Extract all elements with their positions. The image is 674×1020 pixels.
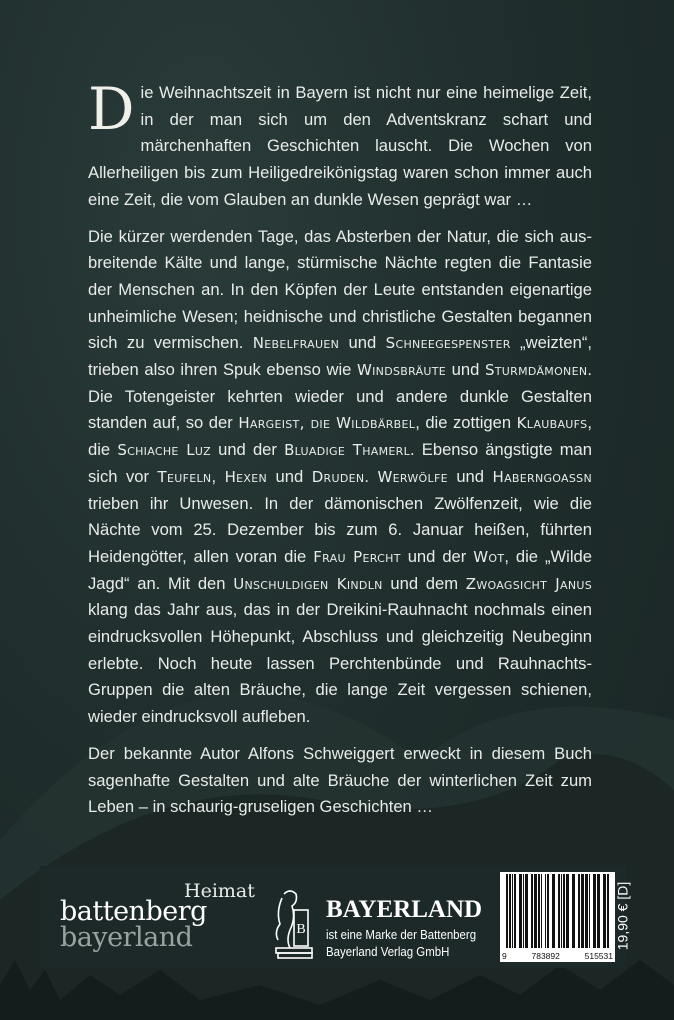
barcode-bar [531, 874, 533, 948]
text-run: trieben ihr Unwesen. In der dämonischen Zwölfenzeit, wie die Nächte vom 25. Dezember bis zum 6. Januar heißen, führten Heidengötter, allen voran die [88, 493, 592, 566]
barcode-bar [538, 874, 540, 948]
lion-crest-icon [268, 888, 320, 960]
barcode-bars [500, 872, 615, 950]
bayerland-brand-subtitle [326, 926, 476, 960]
svg-text:B: B [296, 922, 306, 937]
barcode-bar [558, 874, 560, 948]
text-run: , die zottigen [415, 413, 517, 433]
text-run: und [447, 466, 493, 486]
barcode-bar [523, 874, 524, 948]
isbn-digit-group: 515531 [584, 951, 613, 961]
creature-name: Unschuldigen Kindln [233, 574, 383, 593]
creature-name: Haberngoassn [492, 467, 592, 486]
barcode-bar [561, 874, 562, 948]
creature-name: Schiache Luz [117, 441, 211, 460]
barcode-bar [572, 874, 575, 948]
barcode-bar [547, 874, 549, 948]
isbn-digit-group: 9 [502, 951, 507, 961]
logo-battenberg: battenberg [60, 896, 207, 927]
barcode-bar [581, 874, 584, 948]
barcode-bar [514, 874, 516, 948]
text-run: . [364, 466, 378, 486]
text-run: und dem [382, 573, 466, 593]
bayerland-brand-title: BAYERLAND [326, 896, 483, 923]
barcode-bar [512, 874, 513, 948]
creature-name: Hargeist, die Wildbärbel [238, 414, 416, 433]
creature-name: Wot [473, 547, 505, 566]
text-run: . Ebenso ängstigte man sich vor [88, 440, 592, 486]
barcode-bar [506, 874, 508, 948]
isbn-digits [500, 951, 615, 961]
barcode-bar [566, 874, 569, 948]
barcode-bar [593, 874, 596, 948]
barcode-bar [585, 874, 588, 948]
logo-heimat: Heimat [184, 880, 255, 902]
blurb-text [88, 75, 593, 831]
barcode-bar [589, 874, 590, 948]
barcode-bar [519, 874, 522, 948]
text-run: und der [400, 546, 474, 566]
text-run: und der [210, 440, 285, 460]
drop-cap: D [88, 75, 135, 143]
isbn-barcode [500, 872, 615, 962]
text-run: und [267, 466, 312, 486]
creature-name: Werwölfe [377, 467, 448, 486]
creature-name: Druden [311, 467, 365, 486]
barcode-bar [541, 874, 542, 948]
text-run: , die „Wilde Jagd“ an. Mit den [88, 546, 592, 593]
logo-bayerland: bayerland [60, 922, 193, 953]
text-run: ie Weihnachtszeit in Bayern ist nicht nur eine heimelige Zeit, in der man sich um den Adventskranz schart und märchenhaften Geschichten lauscht. Die Wochen von Allerheiligen bis zum Heiligedreikönigstag waren schon immer auch eine Zeit, die vom Glauben an dunkle Wesen geprägt war … [88, 83, 592, 209]
brand-subtitle-line-1: ist eine Marke der Battenberg [326, 927, 477, 942]
text-run: , die [88, 413, 592, 460]
creature-name: Hexen [224, 467, 268, 486]
barcode-bar [509, 874, 511, 948]
barcode-bar [603, 874, 606, 948]
price-label: 19,90 € [D] [614, 881, 631, 951]
barcode-bar [552, 874, 555, 948]
text-run: und [446, 360, 485, 380]
creature-name: Nebelfrauen [252, 334, 340, 353]
text-run: Der bekannte Autor Alfons Schweiggert erweckt in diesem Buch sagenhafte Gestalten und alte Bräuche der winterlichen Zeit zum Leben – in schaurig-gruseligen Geschichten … [88, 743, 592, 817]
creature-name: Windsbräute [356, 361, 447, 380]
creature-name: Bluadige Thamerl [284, 441, 410, 460]
text-run: und [339, 333, 386, 353]
text-run: klang das Jahr aus, das in der Dreikini-Rauhnacht nochmals einen eindrucksvollen Höhepunkt, Abschluss und gleichzeitig Neubeginn erlebte. Noch heute lassen Perchtenbünde und Rauhnachts-Gruppen die alten Bräuche, die lange Zeit vergessen schienen, wieder eindrucksvoll aufleben. [88, 600, 592, 727]
text-run: . Die Totengeister kehrten wieder und andere dunkle Gestalten standen auf, so der [88, 360, 592, 433]
brand-subtitle-line-2: Bayerland Verlag GmbH [326, 944, 450, 959]
isbn-digit-group: 783892 [531, 951, 560, 961]
text-run: , [211, 466, 225, 486]
barcode-bar [534, 874, 537, 948]
blurb-paragraph [88, 75, 592, 214]
barcode-bar [607, 874, 609, 948]
text-run: Die kürzer werdenden Tage, das Absterben der Natur, die sich ausbreitende Kälte und lange, stürmische Nächte regten die Fantasie der Menschen an. In den Köpfen der Leute entstanden eigenartige unheimliche Wesen; heidnische und christliche Gestalten begannen sich zu vermischen. [88, 226, 592, 353]
barcode-bar [563, 874, 565, 948]
creature-name: Teufeln [157, 467, 212, 486]
creature-name: Sturmdämonen [484, 361, 588, 380]
barcode-bar [525, 874, 528, 948]
barcode-bar [545, 874, 546, 948]
barcode-bar [578, 874, 580, 948]
blurb-paragraph [88, 224, 592, 731]
creature-name: Frau Percht [313, 547, 401, 566]
barcode-bar [597, 874, 600, 948]
publisher-footer-bar [40, 866, 631, 968]
creature-name: Zwoagsicht Janus [465, 574, 593, 593]
blurb-paragraph [88, 741, 592, 821]
creature-name: Klaubaufs [516, 414, 588, 433]
text-run: „weizten“, trieben also ihren Spuk ebenso wie [88, 333, 592, 380]
creature-name: Schneegespenster [385, 334, 511, 353]
